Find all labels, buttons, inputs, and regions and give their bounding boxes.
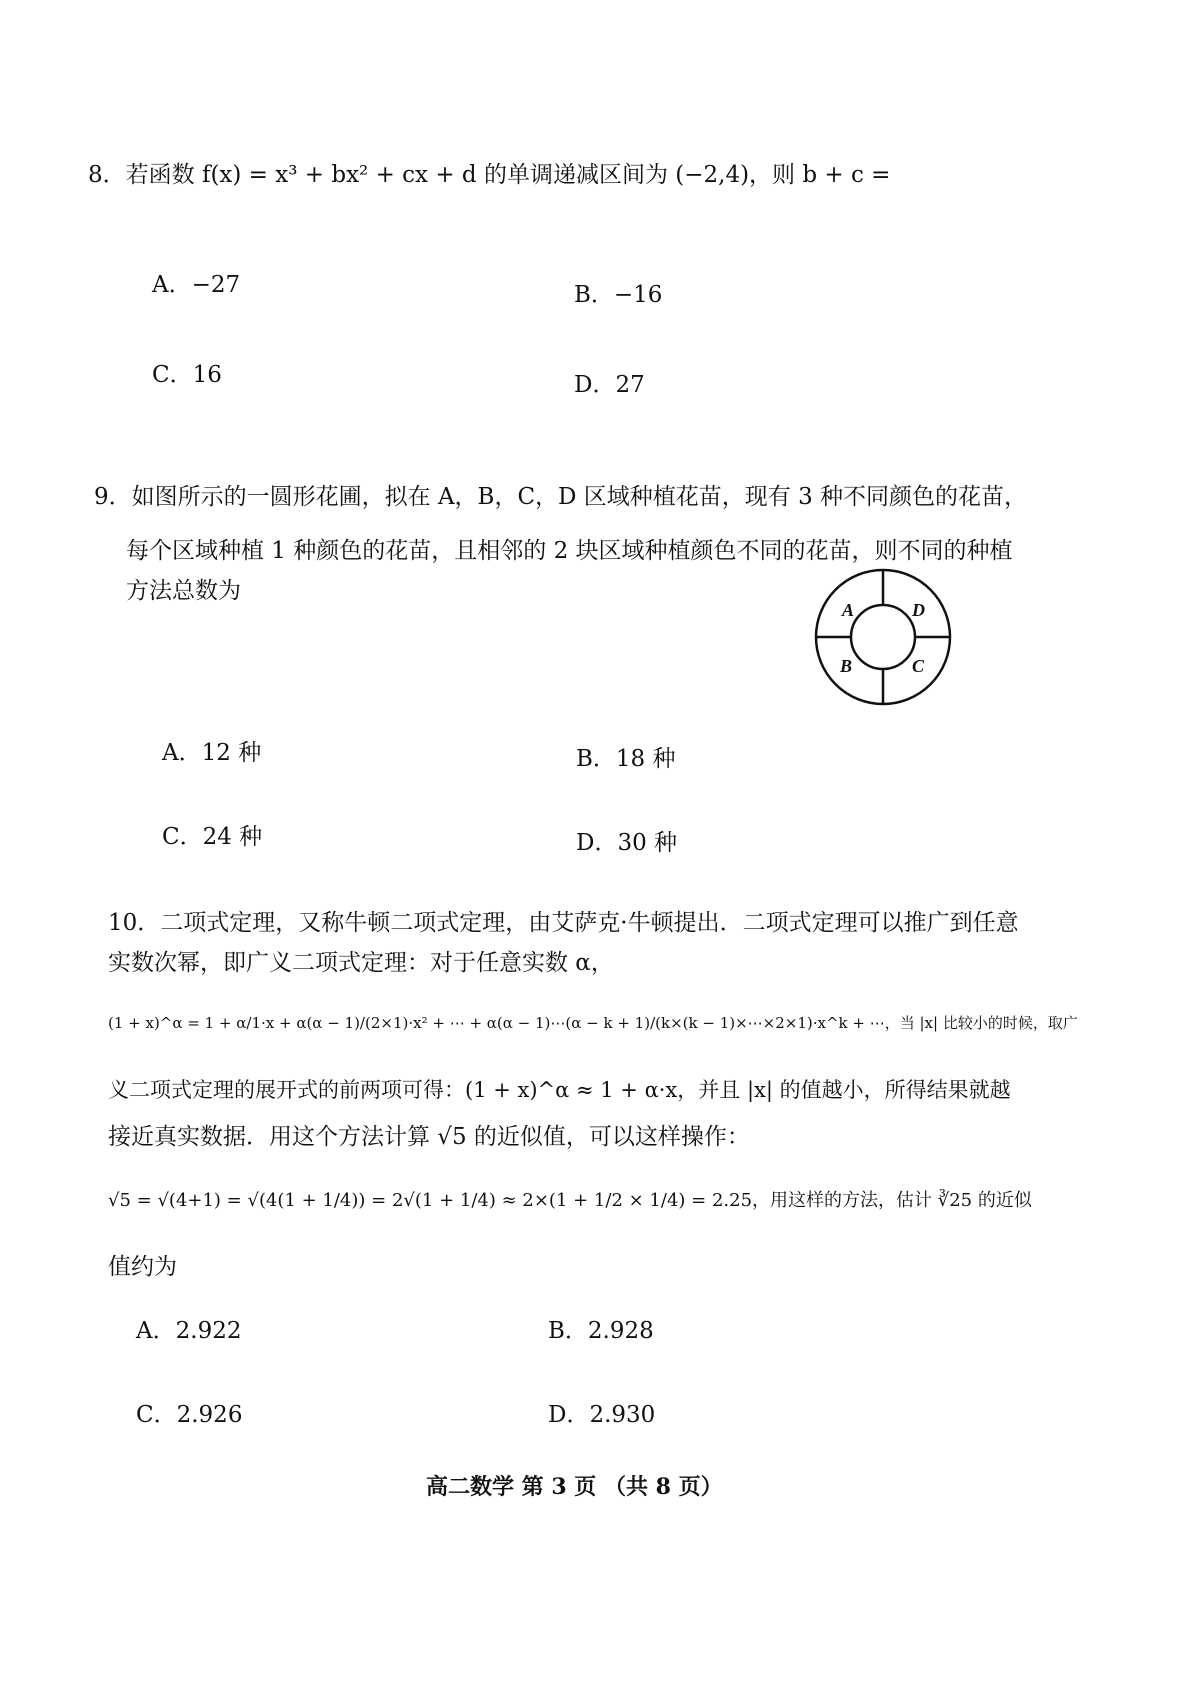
option-value: −27 xyxy=(191,272,241,298)
option-label: B． xyxy=(574,282,614,308)
option-value: 2.930 xyxy=(589,1402,656,1428)
q9-option-a xyxy=(162,734,261,767)
option-value: 12 种 xyxy=(201,740,262,766)
inner-circle xyxy=(851,605,915,669)
q9-option-b xyxy=(576,740,675,773)
question-10-line-2: 实数次幂，即广义二项式定理：对于任意实数 α， xyxy=(108,950,614,976)
region-label-c: C xyxy=(912,656,925,676)
page-footer: 高二数学 第 3 页 （共 8 页） xyxy=(426,1474,723,1500)
option-value: 30 种 xyxy=(617,830,678,856)
option-value: 24 种 xyxy=(202,824,263,850)
question-10-formula-line: (1 + x)^α = 1 + α/1·x + α(α − 1)/(2×1)·x² + ⋯ + α(α − 1)⋯(α − k + 1)/(k×(k − 1)×⋯×2×1)·x^k + ⋯，当 |x| 比较小的时候，取广 xyxy=(108,1014,1078,1032)
q9-option-c xyxy=(162,818,262,851)
option-value: 2.922 xyxy=(175,1318,242,1344)
option-value: 27 xyxy=(615,372,645,398)
option-label: B． xyxy=(548,1318,588,1344)
question-9-line-2: 每个区域种植 1 种颜色的花苗，且相邻的 2 块区域种植颜色不同的花苗，则不同的种植 xyxy=(126,538,1013,564)
q8-option-a xyxy=(152,266,240,299)
option-label: A． xyxy=(152,272,192,298)
q10-option-a xyxy=(136,1312,241,1345)
option-value: −16 xyxy=(613,282,663,308)
option-label: C． xyxy=(152,362,193,388)
question-10-line-5: 接近真实数据．用这个方法计算 √5 的近似值，可以这样操作： xyxy=(108,1124,750,1150)
question-8-stem: 8．若函数 f(x) = x³ + bx² + cx + d 的单调递减区间为 (−2,4)，则 b + c = xyxy=(88,162,891,188)
q8-option-b xyxy=(574,276,662,309)
option-label: A． xyxy=(162,740,202,766)
option-label: D． xyxy=(574,372,616,398)
q10-option-d xyxy=(548,1396,655,1429)
question-10-line-4: 义二项式定理的展开式的前两项可得：(1 + x)^α ≈ 1 + α·x，并且 |x| 的值越小，所得结果就越 xyxy=(108,1078,1011,1102)
option-value: 2.928 xyxy=(587,1318,654,1344)
question-10-line-7: 值约为 xyxy=(108,1254,177,1280)
question-10-line-1: 10．二项式定理，又称牛顿二项式定理，由艾萨克·牛顿提出．二项式定理可以推广到任意 xyxy=(108,910,1019,936)
option-label: C． xyxy=(162,824,203,850)
region-label-b: B xyxy=(840,656,853,676)
q8-option-d xyxy=(574,366,645,399)
option-label: C． xyxy=(136,1402,177,1428)
question-9-line-3: 方法总数为 xyxy=(126,578,241,604)
question-10-sqrt-line: √5 = √(4+1) = √(4(1 + 1/4)) = 2√(1 + 1/4) ≈ 2×(1 + 1/2 × 1/4) = 2.25，用这样的方法，估计 ∛25 的近似 xyxy=(108,1190,1032,1211)
q8-option-c xyxy=(152,356,222,389)
option-label: D． xyxy=(548,1402,590,1428)
question-9-line-1: 9．如图所示的一圆形花圃，拟在 A，B，C，D 区域种植花苗，现有 3 种不同颜色的花苗， xyxy=(94,484,1028,510)
q10-option-b xyxy=(548,1312,654,1345)
option-label: D． xyxy=(576,830,618,856)
option-label: B． xyxy=(576,746,616,772)
q10-option-c xyxy=(136,1396,242,1429)
option-label: A． xyxy=(136,1318,176,1344)
circular-garden-figure xyxy=(808,562,958,712)
option-value: 2.926 xyxy=(176,1402,243,1428)
option-value: 16 xyxy=(192,362,222,388)
q9-option-d xyxy=(576,824,677,857)
region-label-a: A xyxy=(842,600,855,620)
region-label-d: D xyxy=(912,600,925,620)
option-value: 18 种 xyxy=(615,746,676,772)
